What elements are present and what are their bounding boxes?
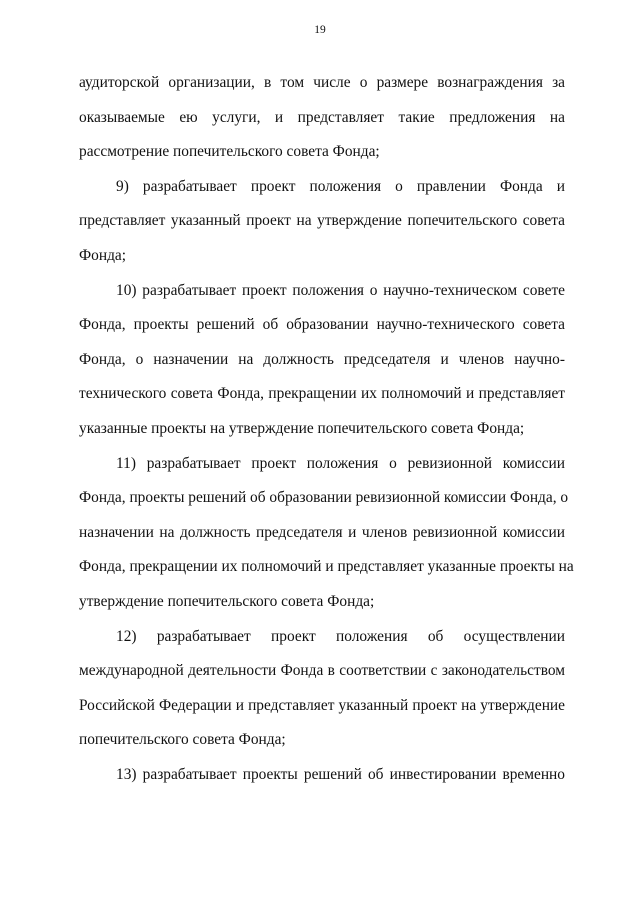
text-line: Фонда, прекращении их полномочий и представляет указанные проекты на [79, 558, 574, 576]
text-line: 10) разрабатывает проект положения о научно-техническом совете [116, 281, 565, 299]
text-line: представляет указанный проект на утверждение попечительского совета [79, 212, 565, 230]
text-line: попечительского совета Фонда; [79, 731, 286, 749]
paragraph-auditor-continuation [79, 66, 565, 170]
text-line: технического совета Фонда, прекращении их полномочий и представляет [79, 385, 565, 403]
page-number: 19 [314, 24, 326, 36]
text-line: Фонда, проекты решений об образовании ревизионной комиссии Фонда, о [79, 489, 569, 507]
text-line: утверждение попечительского совета Фонда; [79, 592, 375, 610]
text-line: международной деятельности Фонда в соответствии с законодательством [79, 662, 565, 680]
paragraph-item-13 [79, 758, 565, 793]
text-line: Российской Федерации и представляет указанный проект на утверждение [79, 696, 565, 714]
text-line: 12) разрабатывает проект положения об осуществлении [116, 627, 565, 645]
paragraph-item-11 [79, 447, 574, 620]
text-line: Фонда, проекты решений об образовании научно-технического совета [79, 316, 565, 334]
text-line: оказываемые ею услуги, и представляет такие предложения на [79, 108, 565, 126]
text-line: Фонда, о назначении на должность председателя и членов научно- [79, 350, 565, 368]
text-line: 13) разрабатывает проекты решений об инвестировании временно [116, 765, 565, 783]
text-line: аудиторской организации, в том числе о размере вознаграждения за [79, 74, 565, 91]
document-body [79, 66, 574, 792]
text-line: рассмотрение попечительского совета Фонда; [79, 143, 380, 161]
text-line: указанные проекты на утверждение попечительского совета Фонда; [79, 419, 525, 437]
text-line: назначении на должность председателя и членов ревизионной комиссии [79, 523, 565, 541]
text-line: 9) разрабатывает проект положения о правлении Фонда и [116, 177, 565, 195]
paragraph-item-10 [79, 274, 565, 447]
text-line: 11) разрабатывает проект положения о ревизионной комиссии [116, 454, 565, 472]
paragraph-item-9 [79, 170, 565, 274]
paragraph-item-12 [79, 620, 565, 758]
text-line: Фонда; [79, 246, 127, 264]
